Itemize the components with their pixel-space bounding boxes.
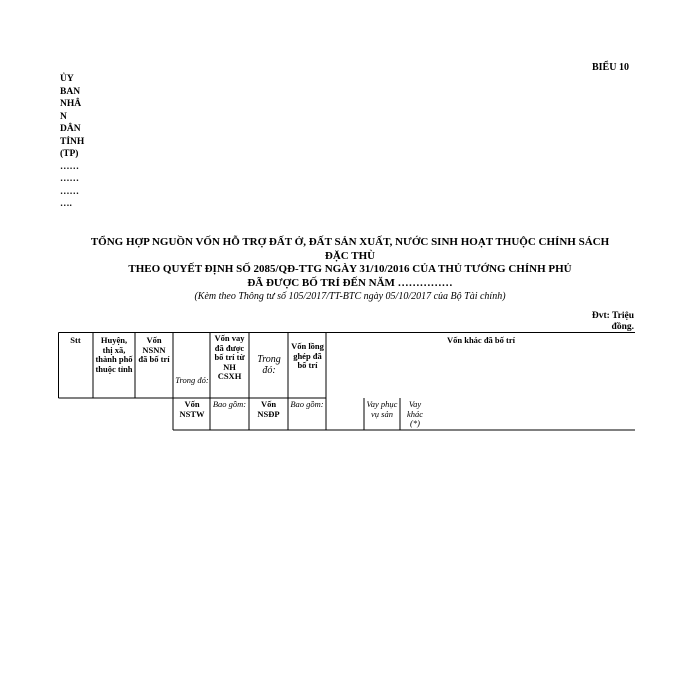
issuer-line: …… bbox=[60, 161, 79, 172]
issuer-block bbox=[60, 73, 84, 211]
header-vay-phuc-vu: Vay phục vụ sản bbox=[366, 399, 398, 419]
unit-note-line-2: đồng. bbox=[611, 322, 634, 332]
title-line-3: THEO QUYẾT ĐỊNH SỐ 2085/QĐ-TTG NGÀY 31/10/2016 CỦA THỦ TƯỚNG CHÍNH PHỦ bbox=[128, 263, 572, 275]
form-code: BIỂU 10 bbox=[592, 62, 629, 73]
header-vay-nhcsxh: Vốn vay đã được bố trí từ NH CSXH bbox=[214, 333, 245, 381]
header-nstw: Vốn NSTW bbox=[179, 399, 205, 419]
issuer-line: BAN bbox=[60, 86, 81, 97]
issuer-line: NHÂ bbox=[60, 99, 82, 109]
issuer-line: TỈNH bbox=[60, 136, 85, 147]
header-long-ghep: Vốn lồng ghép đã bố trí bbox=[291, 341, 324, 370]
header-other-capital: Vốn khác đã bố trí bbox=[446, 335, 515, 345]
issuer-line: …… bbox=[60, 186, 79, 197]
title-block bbox=[40, 236, 660, 304]
header-trong-do-1: Trong đó: bbox=[175, 375, 209, 385]
unit-note bbox=[576, 311, 634, 333]
title-line-2: ĐẶC THÙ bbox=[324, 249, 376, 262]
issuer-line: DÂN bbox=[60, 124, 81, 134]
header-district: Huyện, thị xã, thành phố thuộc tỉnh bbox=[95, 335, 133, 374]
issuer-line: ỦY bbox=[60, 74, 74, 84]
summary-table bbox=[58, 332, 638, 437]
header-stt: Stt bbox=[70, 335, 81, 345]
unit-note-line-1: Đvt: Triệu bbox=[591, 311, 634, 321]
title-line-4: ĐÃ ĐƯỢC BỐ TRÍ ĐẾN NĂM …………… bbox=[247, 276, 453, 289]
header-nsnn: Vốn NSNN đã bố trí bbox=[138, 335, 170, 364]
header-nsdp: Vốn NSĐP bbox=[257, 399, 280, 419]
header-bao-gom-2: Bao gồm: bbox=[290, 399, 324, 409]
issuer-line: (TP) bbox=[60, 149, 79, 159]
issuer-line: N bbox=[60, 111, 67, 122]
header-trong-do-2: Trong đó: bbox=[257, 354, 281, 376]
header-vay-khac: Vay khác (*) bbox=[406, 399, 424, 428]
issuer-line: …. bbox=[60, 199, 72, 209]
issuer-line: …… bbox=[60, 174, 79, 184]
title-subtitle: (Kèm theo Thông tư số 105/2017/TT-BTC ngày 05/10/2017 của Bộ Tài chính) bbox=[194, 291, 506, 302]
title-line-1: TỔNG HỢP NGUỒN VỐN HỖ TRỢ ĐẤT Ở, ĐẤT SẢN XUẤT, NƯỚC SINH HOẠT THUỘC CHÍNH SÁCH bbox=[90, 236, 610, 248]
header-bao-gom-1: Bao gồm: bbox=[212, 399, 247, 409]
